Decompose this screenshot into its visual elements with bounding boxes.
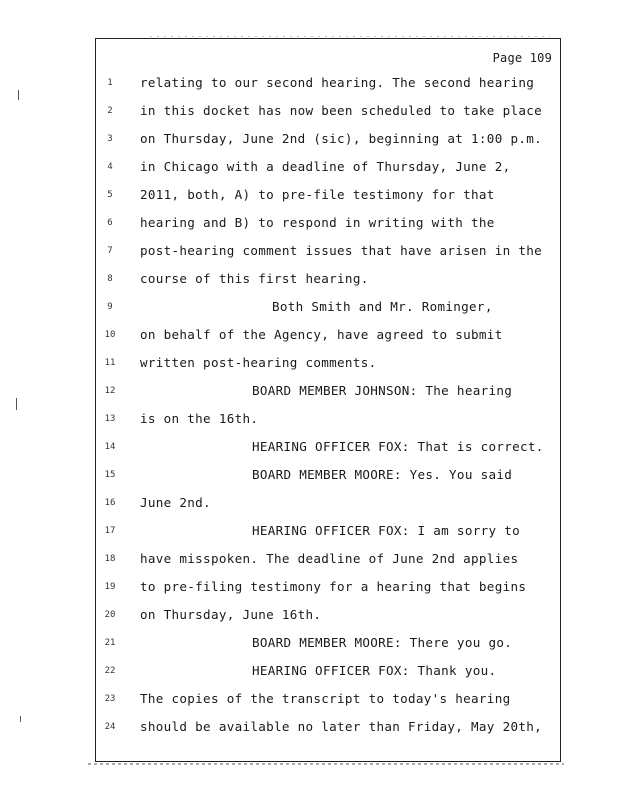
- scan-artifact-bottom: [88, 763, 564, 765]
- line-number: 20: [104, 610, 116, 620]
- transcript-line: [96, 125, 560, 153]
- transcript-line: [96, 685, 560, 713]
- line-text: is on the 16th.: [140, 411, 259, 426]
- line-number: 11: [104, 358, 116, 368]
- transcript-line: [96, 97, 560, 125]
- line-text: HEARING OFFICER FOX: That is correct.: [252, 439, 544, 454]
- line-text: in this docket has now been scheduled to take place: [140, 103, 542, 118]
- transcript-line: [96, 629, 560, 657]
- transcript-line: [96, 489, 560, 517]
- transcript-line: [96, 405, 560, 433]
- margin-mark: [16, 398, 17, 410]
- page-number: Page 109: [492, 51, 552, 65]
- transcript-line: [96, 545, 560, 573]
- line-text: have misspoken. The deadline of June 2nd applies: [140, 551, 519, 566]
- line-number: 14: [104, 442, 116, 452]
- transcript-line: [96, 69, 560, 97]
- line-number: 2: [107, 106, 113, 116]
- margin-mark: [20, 716, 21, 722]
- line-text: relating to our second hearing. The second hearing: [140, 75, 535, 90]
- transcript-line: [96, 713, 560, 741]
- line-number: 18: [104, 554, 116, 564]
- line-text: on behalf of the Agency, have agreed to submit: [140, 327, 503, 342]
- line-number: 5: [107, 190, 113, 200]
- line-text: on Thursday, June 16th.: [140, 607, 322, 622]
- transcript-line: [96, 181, 560, 209]
- line-text: BOARD MEMBER JOHNSON: The hearing: [252, 383, 513, 398]
- line-number: 16: [104, 498, 116, 508]
- line-text: should be available no later than Friday, May 20th,: [140, 719, 542, 734]
- line-text: HEARING OFFICER FOX: Thank you.: [252, 663, 497, 678]
- line-number: 12: [104, 386, 116, 396]
- line-text: post-hearing comment issues that have arisen in the: [140, 243, 542, 258]
- line-text: course of this first hearing.: [140, 271, 369, 286]
- transcript-line: [96, 153, 560, 181]
- line-number: 15: [104, 470, 116, 480]
- line-number: 23: [104, 694, 116, 704]
- line-number: 3: [107, 134, 113, 144]
- transcript-line: [96, 321, 560, 349]
- line-text: in Chicago with a deadline of Thursday, June 2,: [140, 159, 511, 174]
- line-number: 4: [107, 162, 113, 172]
- line-text: BOARD MEMBER MOORE: There you go.: [252, 635, 513, 650]
- transcript-line: [96, 601, 560, 629]
- line-number: 8: [107, 274, 113, 284]
- transcript-line: [96, 377, 560, 405]
- line-number: 13: [104, 414, 116, 424]
- line-number: 1: [107, 78, 113, 88]
- transcript-line: [96, 657, 560, 685]
- line-text: BOARD MEMBER MOORE: Yes. You said: [252, 467, 513, 482]
- line-text: Both Smith and Mr. Rominger,: [272, 299, 493, 314]
- scan-artifact-top: [150, 36, 550, 37]
- line-number: 19: [104, 582, 116, 592]
- line-number: 7: [107, 246, 113, 256]
- margin-mark: [18, 90, 19, 100]
- line-text: HEARING OFFICER FOX: I am sorry to: [252, 523, 520, 538]
- transcript-lines: [96, 69, 560, 741]
- line-text: on Thursday, June 2nd (sic), beginning at 1:00 p.m.: [140, 131, 542, 146]
- line-text: to pre-filing testimony for a hearing that begins: [140, 579, 527, 594]
- line-number: 22: [104, 666, 116, 676]
- transcript-line: [96, 293, 560, 321]
- transcript-line: [96, 237, 560, 265]
- transcript-line: [96, 209, 560, 237]
- transcript-line: [96, 265, 560, 293]
- line-number: 17: [104, 526, 116, 536]
- line-text: written post-hearing comments.: [140, 355, 377, 370]
- transcript-line: [96, 349, 560, 377]
- line-number: 24: [104, 722, 116, 732]
- line-number: 9: [107, 302, 113, 312]
- transcript-page: [95, 38, 561, 762]
- line-number: 10: [104, 330, 116, 340]
- line-text: 2011, both, A) to pre-file testimony for that: [140, 187, 495, 202]
- transcript-line: [96, 461, 560, 489]
- transcript-line: [96, 433, 560, 461]
- line-text: hearing and B) to respond in writing with the: [140, 215, 495, 230]
- line-number: 21: [104, 638, 116, 648]
- line-text: The copies of the transcript to today's hearing: [140, 691, 511, 706]
- transcript-line: [96, 573, 560, 601]
- line-number: 6: [107, 218, 113, 228]
- line-text: June 2nd.: [140, 495, 211, 510]
- transcript-line: [96, 517, 560, 545]
